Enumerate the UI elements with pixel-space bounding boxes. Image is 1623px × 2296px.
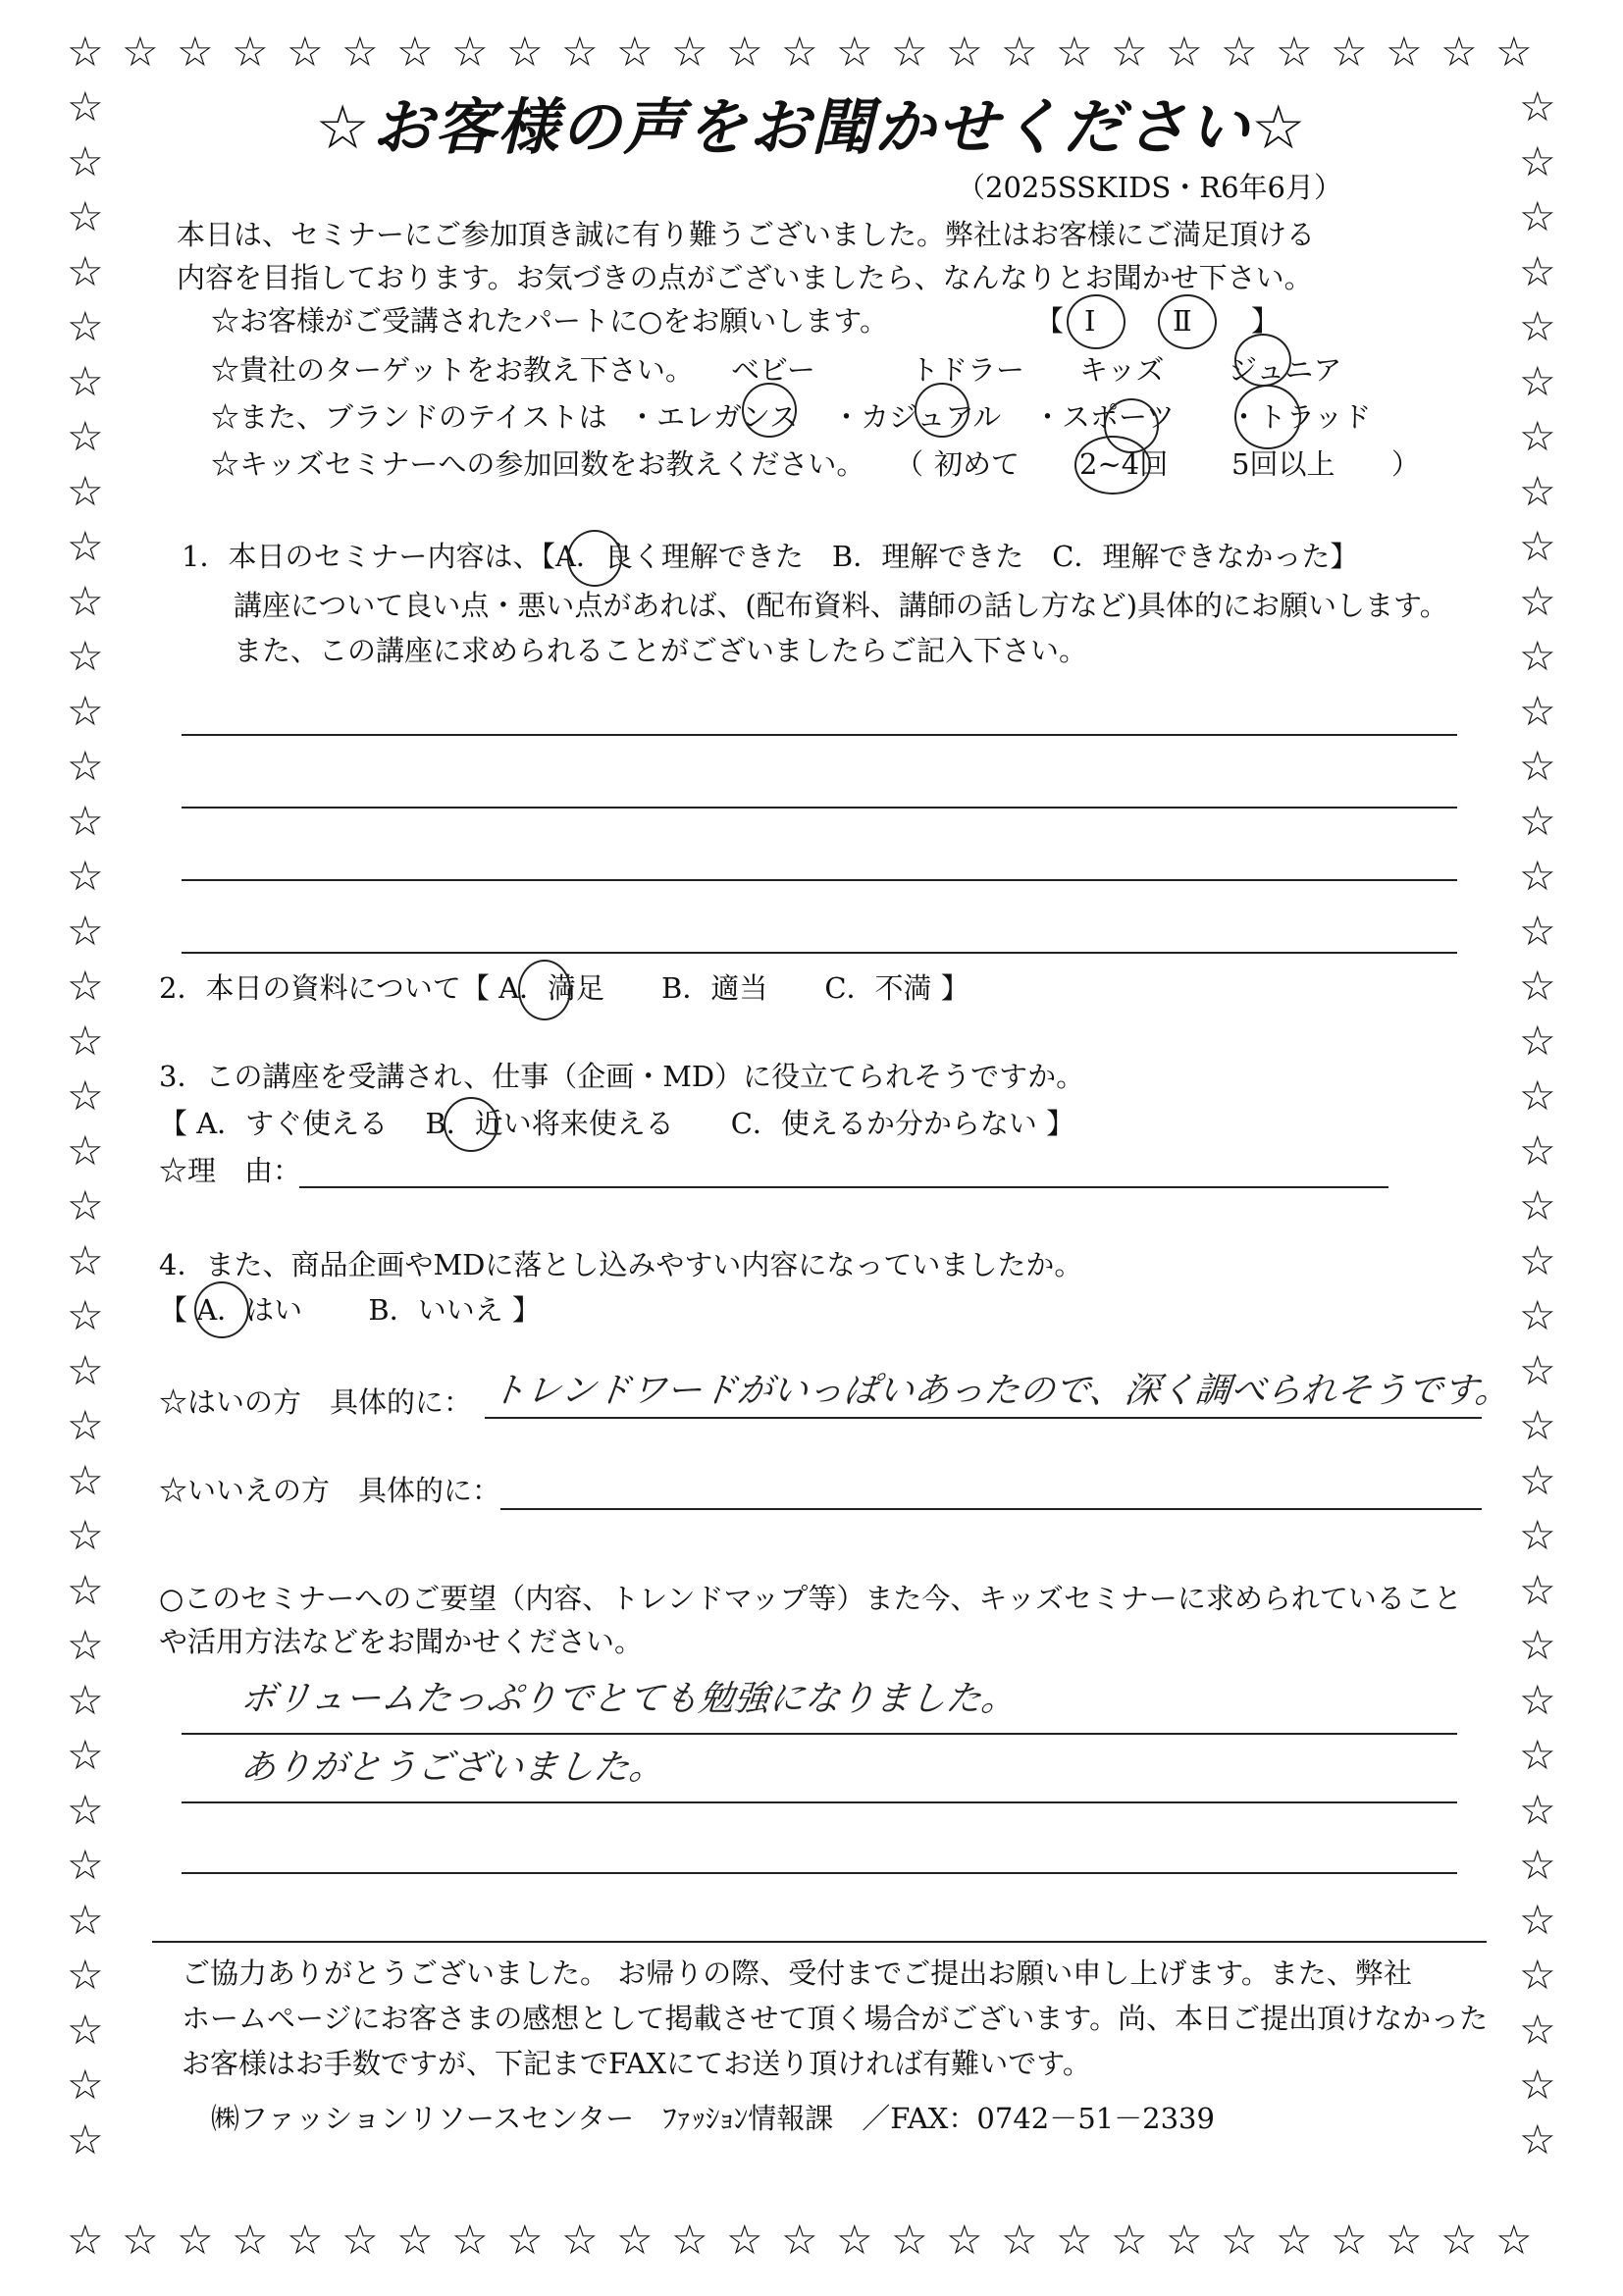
border-star-icon: ☆ [1056, 27, 1093, 76]
border-star-icon: ☆ [1166, 2216, 1203, 2264]
border-star-icon: ☆ [396, 2216, 434, 2264]
part-option-1[interactable]: Ⅰ [1084, 304, 1096, 338]
border-star-icon: ☆ [1111, 2216, 1148, 2264]
border-star-icon: ☆ [67, 1346, 104, 1394]
border-star-icon: ☆ [836, 27, 873, 76]
border-star-icon: ☆ [122, 27, 159, 76]
border-star-icon: ☆ [67, 1511, 104, 1559]
border-star-icon: ☆ [1276, 27, 1313, 76]
border-star-icon: ☆ [1519, 1621, 1556, 1669]
border-star-icon: ☆ [67, 1841, 104, 1889]
part-bracket-open: 【 [1035, 304, 1065, 338]
q4-options: 【 A．はい B．いいえ 】 [159, 1293, 541, 1327]
target-option-toddler[interactable]: トドラー [911, 353, 1025, 387]
q1-answer-line-2[interactable] [182, 807, 1457, 809]
border-star-icon: ☆ [1519, 467, 1556, 515]
q4-answer-circle [194, 1281, 249, 1338]
border-star-icon: ☆ [1519, 1566, 1556, 1614]
part-option-2-circle [1158, 294, 1217, 349]
border-star-icon: ☆ [67, 2216, 104, 2264]
border-star-icon: ☆ [287, 27, 324, 76]
footer-line-2: ホームページにお客さまの感想として掲載させて頂く場合がございます。尚、本日ご提出頂けなかった [182, 2002, 1489, 2035]
border-star-icon: ☆ [122, 2216, 159, 2264]
border-star-icon: ☆ [1001, 2216, 1038, 2264]
border-star-icon: ☆ [1519, 1126, 1556, 1174]
taste-elegance-circle [742, 383, 797, 438]
border-star-icon: ☆ [67, 1017, 104, 1065]
border-star-icon: ☆ [451, 2216, 489, 2264]
intro-line-2: 内容を目指しております。お気づきの点がございましたら、なんなりとお聞かせ下さい。 [177, 261, 1313, 294]
taste-option-sports[interactable]: ・スポーツ [1033, 400, 1175, 434]
border-star-icon: ☆ [177, 27, 214, 76]
count-option-5plus[interactable]: 5回以上 [1231, 447, 1335, 481]
border-star-icon: ☆ [67, 1621, 104, 1669]
count-option-2-4[interactable]: 2~4回 [1079, 447, 1169, 481]
border-star-icon: ☆ [1519, 577, 1556, 625]
border-star-icon: ☆ [67, 797, 104, 845]
border-star-icon: ☆ [1221, 2216, 1258, 2264]
footer-line-3: お客様はお手数ですが、下記までFAXにてお送り頂ければ有難いです。 [182, 2047, 1091, 2080]
border-star-icon: ☆ [781, 27, 818, 76]
border-star-icon: ☆ [1166, 27, 1203, 76]
target-option-kids[interactable]: キッズ [1079, 353, 1165, 387]
taste-option-casual[interactable]: ・カジュアル [832, 400, 1002, 434]
border-star-icon: ☆ [67, 302, 104, 350]
taste-casual-circle [915, 383, 969, 438]
border-star-icon: ☆ [67, 412, 104, 460]
part-label: ☆お客様がご受講されたパートに○をお願いします。 [211, 304, 888, 338]
q4-no-label: ☆いいえの方 具体的に： [159, 1474, 501, 1507]
requests-answer-2[interactable]: ありがとうございました。 [237, 1748, 667, 1788]
border-star-icon: ☆ [67, 907, 104, 955]
border-star-icon: ☆ [1519, 742, 1556, 790]
border-star-icon: ☆ [781, 2216, 818, 2264]
q4-yes-label: ☆はいの方 具体的に： [159, 1385, 473, 1419]
border-star-icon: ☆ [232, 2216, 269, 2264]
target-option-baby[interactable]: ベビー [731, 353, 815, 387]
border-star-icon: ☆ [1331, 2216, 1368, 2264]
requests-line-2 [182, 1801, 1457, 1803]
border-star-icon: ☆ [1495, 2216, 1533, 2264]
border-star-icon: ☆ [67, 1456, 104, 1504]
border-star-icon: ☆ [341, 27, 379, 76]
border-star-icon: ☆ [1386, 2216, 1423, 2264]
border-star-icon: ☆ [1386, 27, 1423, 76]
border-star-icon: ☆ [1519, 1951, 1556, 1999]
border-star-icon: ☆ [67, 1181, 104, 1229]
q4-yes-answer[interactable]: トレンドワードがいっぱいあったので、深く調べられそうです。 [488, 1371, 1513, 1411]
q1-answer-line-4[interactable] [182, 952, 1457, 954]
requests-prompt-2: や活用方法などをお聞かせください。 [159, 1625, 644, 1658]
q2-answer-circle [518, 960, 571, 1020]
border-star-icon: ☆ [671, 27, 708, 76]
border-star-icon: ☆ [67, 1401, 104, 1449]
border-star-icon: ☆ [67, 687, 104, 735]
q1-answer-line-1[interactable] [182, 734, 1457, 736]
border-star-icon: ☆ [67, 1126, 104, 1174]
q3-reason-label: ☆理 由： [159, 1154, 302, 1187]
border-star-icon: ☆ [1519, 1401, 1556, 1449]
requests-line-3[interactable] [182, 1872, 1457, 1874]
q1-answer-line-3[interactable] [182, 879, 1457, 881]
q2-question: 2．本日の資料について【 A．満足 B．適当 C．不満 】 [159, 971, 969, 1005]
border-star-icon: ☆ [1519, 192, 1556, 240]
border-star-icon: ☆ [1519, 1291, 1556, 1339]
border-star-icon: ☆ [177, 2216, 214, 2264]
border-star-icon: ☆ [1519, 907, 1556, 955]
count-option-first[interactable]: 初めて [934, 447, 1021, 481]
border-star-icon: ☆ [67, 1676, 104, 1724]
part-option-1-circle [1067, 294, 1126, 349]
border-star-icon: ☆ [1519, 522, 1556, 570]
border-star-icon: ☆ [1519, 962, 1556, 1010]
border-star-icon: ☆ [616, 27, 654, 76]
border-star-icon: ☆ [946, 27, 983, 76]
border-star-icon: ☆ [396, 27, 434, 76]
border-star-icon: ☆ [67, 82, 104, 130]
taste-option-trad[interactable]: ・トラッド [1230, 400, 1372, 434]
border-star-icon: ☆ [1519, 1236, 1556, 1284]
requests-prompt-1: ○このセミナーへのご要望（内容、トレンドマップ等）また今、キッズセミナーに求められていること [159, 1582, 1462, 1615]
border-star-icon: ☆ [67, 1071, 104, 1120]
border-star-icon: ☆ [67, 1566, 104, 1614]
border-star-icon: ☆ [1519, 2061, 1556, 2109]
count-bracket-close: ） [1391, 447, 1421, 481]
border-star-icon: ☆ [67, 522, 104, 570]
border-star-icon: ☆ [506, 2216, 544, 2264]
border-star-icon: ☆ [67, 1236, 104, 1284]
border-star-icon: ☆ [561, 27, 599, 76]
border-star-icon: ☆ [1519, 687, 1556, 735]
count-bracket-open: （ [895, 447, 924, 481]
border-star-icon: ☆ [67, 577, 104, 625]
border-star-icon: ☆ [1276, 2216, 1313, 2264]
border-star-icon: ☆ [1519, 1017, 1556, 1065]
border-star-icon: ☆ [1519, 247, 1556, 295]
border-star-icon: ☆ [1519, 412, 1556, 460]
border-star-icon: ☆ [1519, 1731, 1556, 1779]
border-star-icon: ☆ [561, 2216, 599, 2264]
footer-company-fax: ㈱ファッションリソースセンター ﾌｧｯｼｮﾝ情報課 ／FAX：0742－51－2339 [211, 2102, 1215, 2135]
border-star-icon: ☆ [1519, 1511, 1556, 1559]
border-star-icon: ☆ [616, 2216, 654, 2264]
part-bracket-close: 】 [1251, 304, 1281, 338]
target-option-junior[interactable]: ジュニア [1229, 353, 1342, 387]
border-star-icon: ☆ [1519, 1896, 1556, 1944]
border-star-icon: ☆ [891, 2216, 928, 2264]
border-star-icon: ☆ [1001, 27, 1038, 76]
border-star-icon: ☆ [232, 27, 269, 76]
border-star-icon: ☆ [1519, 1676, 1556, 1724]
border-star-icon: ☆ [1519, 2006, 1556, 2054]
border-star-icon: ☆ [67, 632, 104, 680]
border-star-icon: ☆ [67, 2061, 104, 2109]
border-star-icon: ☆ [1519, 137, 1556, 185]
border-star-icon: ☆ [1519, 302, 1556, 350]
border-star-icon: ☆ [1519, 797, 1556, 845]
border-star-icon: ☆ [726, 2216, 763, 2264]
border-star-icon: ☆ [67, 192, 104, 240]
border-star-icon: ☆ [67, 2115, 104, 2164]
footer-line-1: ご協力ありがとうございました。 お帰りの際、受付までご提出お願い申し上げます。また、弊社 [182, 1957, 1412, 1990]
border-star-icon: ☆ [891, 27, 928, 76]
border-star-icon: ☆ [67, 1786, 104, 1834]
border-star-icon: ☆ [341, 2216, 379, 2264]
border-star-icon: ☆ [67, 247, 104, 295]
form-code: （2025SSKIDS・R6年6月） [957, 171, 1343, 204]
requests-answer-1[interactable]: ボリュームたっぷりでとても勉強になりました。 [237, 1679, 1020, 1719]
border-star-icon: ☆ [67, 357, 104, 405]
taste-option-elegance[interactable]: ・エレガンス [628, 400, 799, 434]
border-star-icon: ☆ [1519, 1786, 1556, 1834]
border-star-icon: ☆ [946, 2216, 983, 2264]
border-star-icon: ☆ [836, 2216, 873, 2264]
count-label: ☆キッズセミナーへの参加回数をお教えください。 [211, 447, 865, 481]
q4-yes-line [485, 1417, 1482, 1419]
border-star-icon: ☆ [67, 467, 104, 515]
border-star-icon: ☆ [1495, 27, 1533, 76]
border-star-icon: ☆ [1519, 1456, 1556, 1504]
border-star-icon: ☆ [1519, 2115, 1556, 2164]
border-star-icon: ☆ [67, 742, 104, 790]
border-star-icon: ☆ [287, 2216, 324, 2264]
q3-answer-circle [444, 1097, 498, 1152]
border-star-icon: ☆ [671, 2216, 708, 2264]
border-star-icon: ☆ [726, 27, 763, 76]
border-star-icon: ☆ [1440, 2216, 1478, 2264]
q1-answer-circle [567, 530, 622, 587]
border-star-icon: ☆ [1331, 27, 1368, 76]
border-star-icon: ☆ [1056, 2216, 1093, 2264]
requests-line-1 [182, 1733, 1457, 1735]
q1-request: また、この講座に求められることがございましたらご記入下さい。 [234, 634, 1088, 667]
border-star-icon: ☆ [1519, 632, 1556, 680]
q4-no-line[interactable] [500, 1508, 1482, 1510]
border-star-icon: ☆ [1519, 357, 1556, 405]
taste-label: ☆また、ブランドのテイストは [211, 400, 607, 434]
border-star-icon: ☆ [1111, 27, 1148, 76]
border-star-icon: ☆ [1519, 1181, 1556, 1229]
border-star-icon: ☆ [67, 137, 104, 185]
target-label: ☆貴社のターゲットをお教え下さい。 [211, 353, 694, 387]
border-star-icon: ☆ [67, 27, 104, 76]
border-star-icon: ☆ [1519, 1841, 1556, 1889]
q1-instructions: 講座について良い点・悪い点があれば、(配布資料、講師の話し方など)具体的にお願いします。 [234, 589, 1448, 622]
footer-divider [152, 1941, 1487, 1943]
border-star-icon: ☆ [506, 27, 544, 76]
q3-options: 【 A．すぐ使える B．近い将来使える C．使えるか分からない 】 [159, 1107, 1075, 1140]
q1-question: 1．本日のセミナー内容は、【A．良く理解できた B．理解できた C．理解できなかった】 [182, 540, 1359, 573]
target-option-junior-circle [1234, 334, 1291, 387]
intro-line-1: 本日は、セミナーにご参加頂き誠に有り難うございました。弊社はお客様にご満足頂ける [177, 218, 1316, 251]
q4-question: 4．また、商品企画やMDに落とし込みやすい内容になっていましたか。 [159, 1248, 1083, 1281]
border-star-icon: ☆ [67, 852, 104, 900]
border-star-icon: ☆ [451, 27, 489, 76]
border-star-icon: ☆ [1519, 852, 1556, 900]
q3-reason-line[interactable] [299, 1186, 1388, 1188]
border-star-icon: ☆ [67, 1731, 104, 1779]
border-star-icon: ☆ [67, 1951, 104, 1999]
border-star-icon: ☆ [67, 1291, 104, 1339]
form-title: ☆お客様の声をお聞かせください☆ [315, 91, 1308, 163]
border-star-icon: ☆ [1221, 27, 1258, 76]
part-option-2[interactable]: Ⅱ [1173, 304, 1192, 338]
q3-question: 3．この講座を受講され、仕事（企画・MD）に役立てられそうですか。 [159, 1060, 1085, 1093]
taste-trad-circle [1234, 385, 1301, 449]
border-star-icon: ☆ [1519, 82, 1556, 130]
count-2-4-circle [1074, 436, 1151, 495]
border-star-icon: ☆ [67, 2006, 104, 2054]
border-star-icon: ☆ [67, 1896, 104, 1944]
border-star-icon: ☆ [1440, 27, 1478, 76]
border-star-icon: ☆ [67, 962, 104, 1010]
border-star-icon: ☆ [1519, 1071, 1556, 1120]
border-star-icon: ☆ [1519, 1346, 1556, 1394]
